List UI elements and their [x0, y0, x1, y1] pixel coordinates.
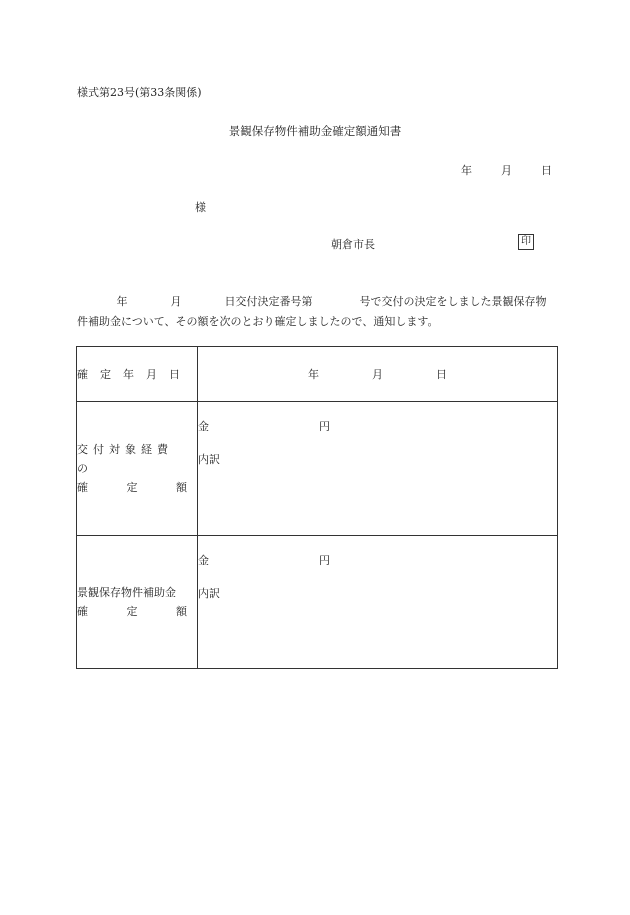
label-char: 額	[176, 481, 187, 494]
body-rest-line1: 号で交付の決定をしました景観保存物	[359, 295, 547, 308]
body-month: 月	[170, 295, 182, 308]
body-day-number: 日交付決定番号第	[224, 295, 313, 308]
body-year: 年	[116, 295, 128, 308]
table-row-date	[77, 347, 558, 402]
label-char: 額	[176, 605, 187, 618]
addressee-suffix: 様	[195, 201, 206, 214]
issue-date-month: 月	[501, 164, 512, 177]
label-char: 確	[77, 481, 88, 494]
issuer-name: 朝倉市長	[331, 238, 375, 251]
determination-table	[76, 346, 558, 669]
label-determination-date	[77, 347, 198, 402]
notice-body-line2: 件補助金について、その額を次のとおり確定しましたので、通知します。	[77, 315, 439, 328]
table-row-subsidy	[77, 536, 558, 669]
breakdown-label: 内訳	[198, 587, 220, 600]
table-row-eligible-cost	[77, 402, 558, 536]
issue-date-year: 年	[461, 164, 472, 177]
determination-month: 月	[372, 368, 383, 381]
label-line: 景観保存物件補助金	[77, 586, 176, 599]
label-char: 年	[123, 368, 134, 381]
issue-date-day: 日	[541, 164, 552, 177]
label-subsidy-amount	[77, 536, 198, 669]
label-char: 日	[169, 368, 180, 381]
yen-label: 円	[319, 420, 330, 433]
determination-date-value	[198, 347, 558, 402]
seal-mark: 印	[518, 234, 534, 250]
kin-label: 金	[198, 420, 209, 433]
issue-date	[461, 162, 552, 178]
label-line	[77, 478, 187, 497]
label-eligible-cost	[77, 402, 198, 536]
label-char: 定	[100, 368, 111, 381]
label-char: 月	[146, 368, 157, 381]
label-char: 確	[77, 605, 88, 618]
label-line: 交付対象経費の	[77, 443, 173, 475]
determination-day: 日	[436, 368, 447, 381]
notice-body-line1	[77, 292, 547, 312]
document-title: 景観保存物件補助金確定額通知書	[228, 124, 402, 138]
label-char: 定	[126, 481, 138, 494]
label-char: 定	[126, 605, 138, 618]
subsidy-amount	[198, 536, 558, 669]
kin-label: 金	[198, 554, 209, 567]
label-line	[77, 602, 187, 621]
notice-body	[77, 292, 547, 332]
yen-label: 円	[319, 554, 330, 567]
form-number: 様式第23号(第33条関係)	[77, 86, 202, 99]
determination-year: 年	[308, 368, 319, 381]
label-char: 確	[77, 368, 88, 381]
eligible-cost-amount	[198, 402, 558, 536]
breakdown-label: 内訳	[198, 453, 220, 466]
